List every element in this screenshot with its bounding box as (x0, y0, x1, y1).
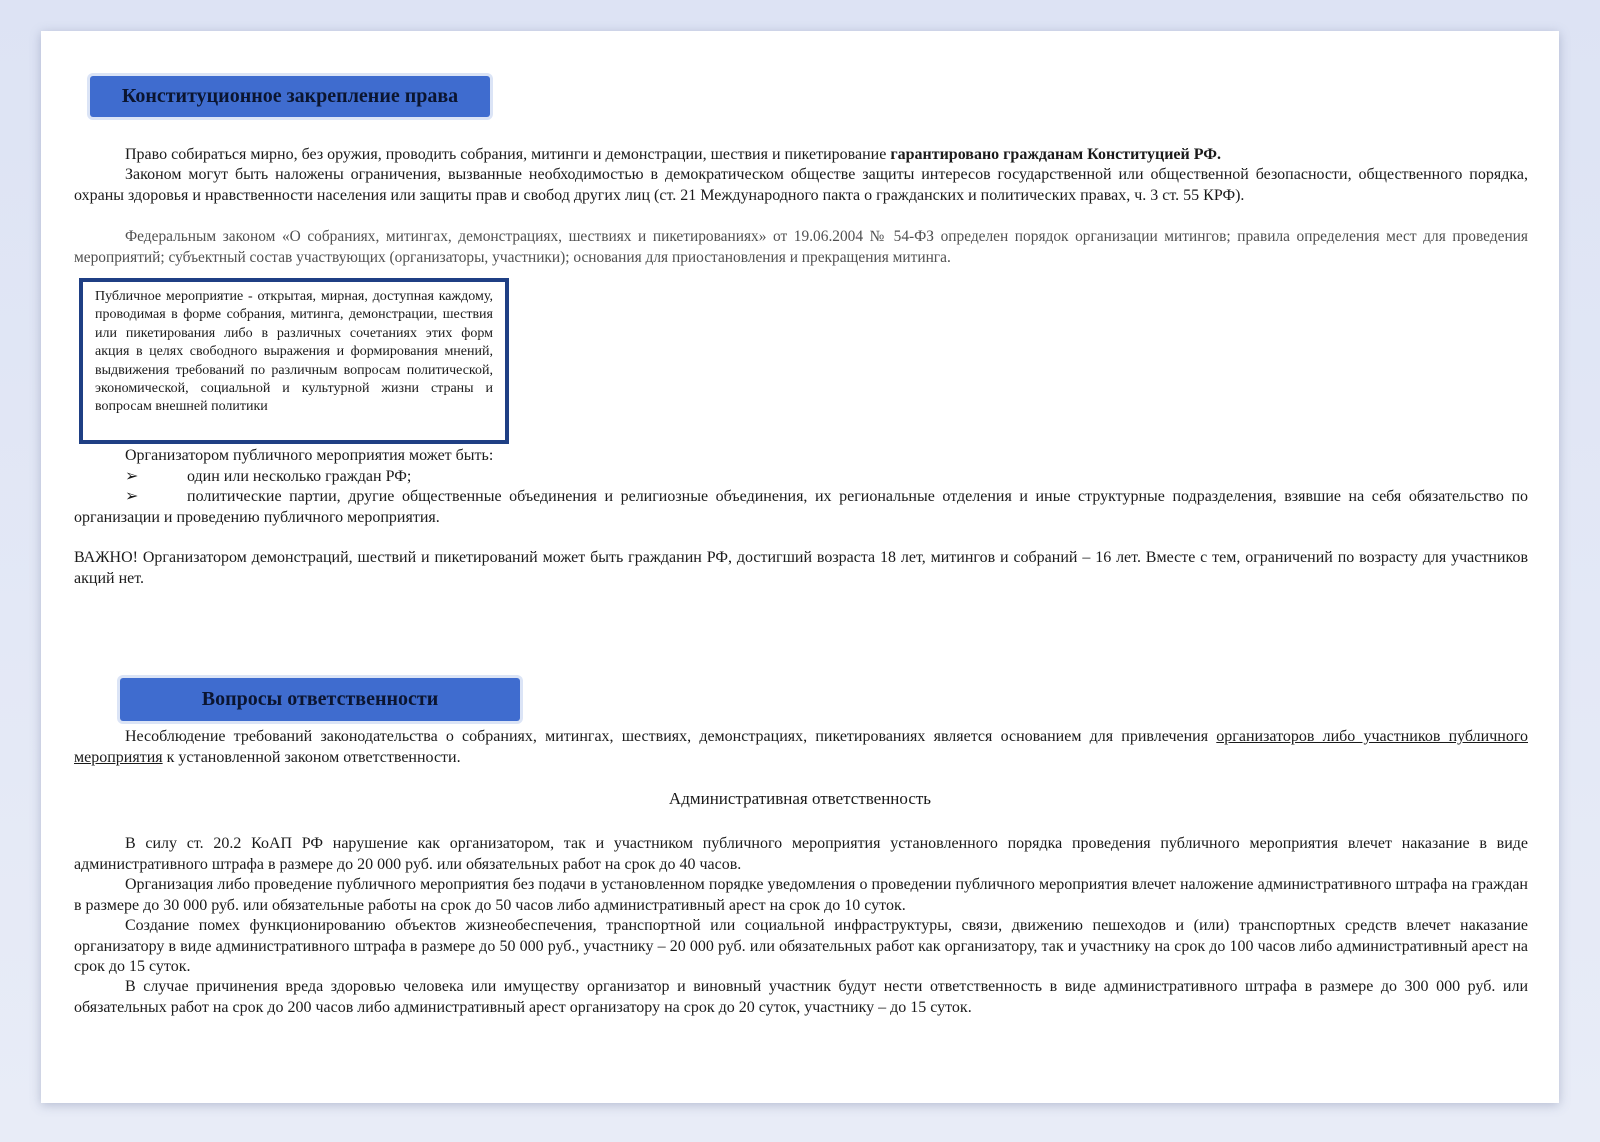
bullet-marker: ➢ (125, 488, 139, 505)
paragraph-admin-1: В силу ст. 20.2 КоАП РФ нарушение как организатором, так и участником публичного мероприятия установленного порядка проведения публичного мероприятия влечет наказание в виде административного штрафа в размере до 20 000 руб. или обязательных работ на срок до 40 часов. (74, 835, 1528, 873)
bold-guarantee: гарантировано гражданам Конституцией РФ. (890, 146, 1221, 163)
section-heading-label: Вопросы ответственности (201, 688, 439, 710)
bullet-item-citizens: один или несколько граждан РФ; (187, 468, 412, 485)
paragraph-restrictions: Законом могут быть наложены ограничения, вызванные необходимостью в демократическом обществе защиты интересов государственной или общественной безопасности, общественного порядка, охраны здоровья и нравственности населения или защиты прав и свобод других лиц (ст. 21 Международного пакта о гражданских и политических правах, ч. 3 ст. 55 КРФ). (74, 166, 1528, 204)
subheading-administrative: Административная ответственность (668, 789, 932, 808)
definition-box (79, 278, 509, 444)
paragraph-important: ВАЖНО! Организатором демонстраций, шествий и пикетирований может быть гражданин РФ, достигший возраста 18 лет, митингов и собраний – 16 лет. Вместе с тем, ограничений по возрасту для участников акций нет. (74, 549, 1528, 587)
definition-text: Публичное мероприятие - открытая, мирная, доступная каждому, проводимая в форме собрания, митинга, демонстрации, шествия или пикетирования либо в различных сочетаниях этих форм акция в целях свободного выражения и формирования мнений, выдвижения требований по различным вопросам политической, экономической, социальной и культурной жизни страны и вопросам внешней политики (95, 289, 493, 415)
section-heading-constitution (90, 76, 490, 117)
paragraph-admin-4: В случае причинения вреда здоровью человека или имуществу организатор и виновный участник будут нести ответственность в виде административного штрафа в размере до 300 000 руб. или обязательных работ на срок до 200 часов либо административный арест организатору на срок до 20 суток, участнику – до 15 суток. (74, 978, 1528, 1016)
bullet-marker: ➢ (125, 468, 139, 485)
paragraph-noncompliance: Несоблюдение требований законодательства о собраниях, митингах, шествиях, демонстрациях, пикетированиях является основанием для привлечения организаторов либо участников публичного мероприятия к установленной законом ответственности. (74, 728, 1528, 766)
paragraph-federal-law: Федеральным законом «О собраниях, митингах, демонстрациях, шествиях и пикетированиях» от 19.06.2004 № 54-ФЗ определен порядок организации митингов; правила определения мест для проведения мероприятий; субъектный состав участвующих (организаторы, участники); основания для приостановления и прекращения митинга. (74, 228, 1528, 266)
document-page (41, 31, 1559, 1103)
paragraph-organizer-intro: Организатором публичного мероприятия может быть: (125, 447, 494, 464)
underlined-organizers: организаторов либо участников публичного мероприятия (74, 728, 1528, 766)
section-heading-label: Конституционное закрепление права (121, 85, 459, 107)
section-heading-responsibility (120, 678, 520, 721)
paragraph-admin-2: Организация либо проведение публичного мероприятия без подачи в установленном порядке уведомления о проведении публичного мероприятия влечет наложение административного штрафа на граждан в размере до 30 000 руб. или обязательные работы на срок до 50 часов либо административный арест на срок до 10 суток. (74, 876, 1528, 914)
bullet-item-parties: политические партии, другие общественные объединения и религиозные объединения, их региональные отделения и иные структурные подразделения, взявшие на себя обязательство по организации и проведению публичного мероприятия. (74, 488, 1528, 526)
paragraph-admin-3: Создание помех функционированию объектов жизнеобеспечения, транспортной или социальной инфраструктуры, связи, движению пешеходов и (или) транспортных средств влечет наказание организатору в виде административного штрафа в размере до 50 000 руб., участнику – 20 000 руб. или обязательных работ как организатору, так и участнику на срок до 100 часов либо административный арест на срок до 15 суток. (74, 917, 1528, 976)
paragraph-right-to-assembly: Право собираться мирно, без оружия, проводить собрания, митинги и демонстрации, шествия и пикетирование гарантировано гражданам Конституцией РФ. (125, 146, 1221, 163)
